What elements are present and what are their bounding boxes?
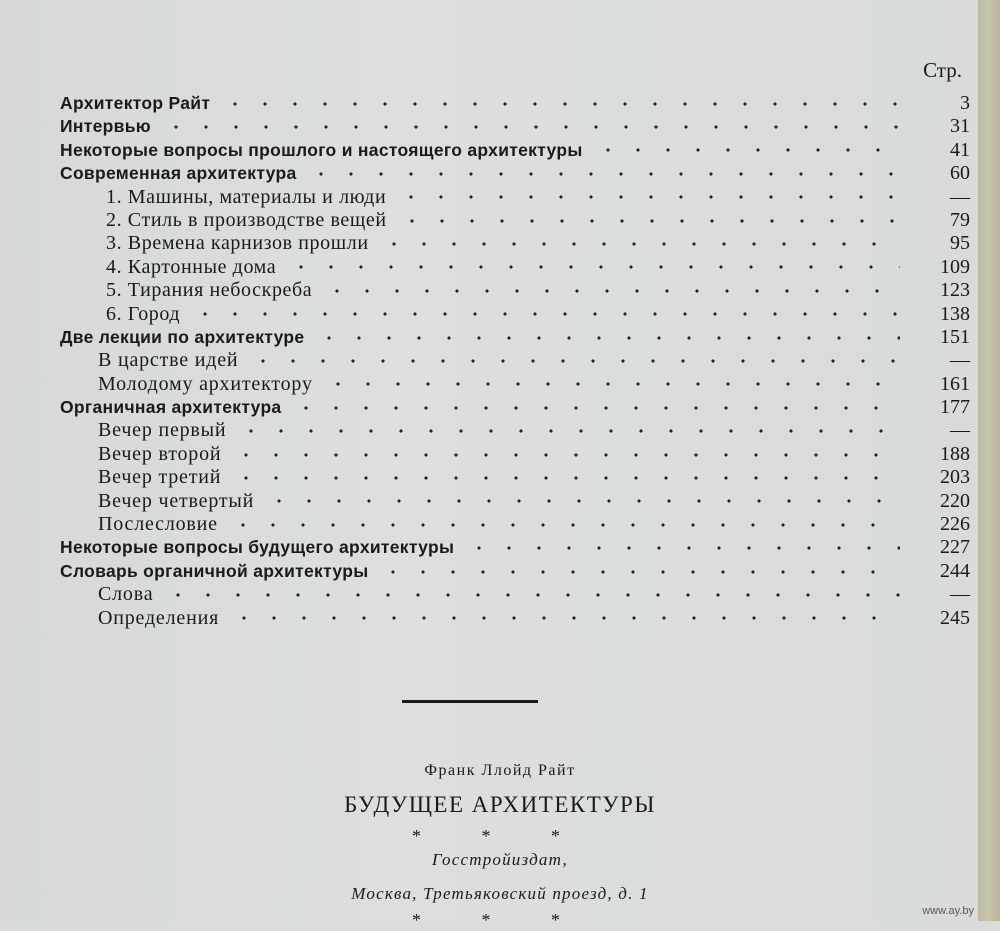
toc-entry [60, 490, 970, 513]
toc-entry-title: Вечер первый [60, 419, 230, 442]
toc-entry-title: Интервью [60, 115, 155, 138]
toc-dot-leader [286, 265, 900, 269]
toc-dot-leader [464, 546, 900, 550]
toc-entry [60, 466, 970, 489]
toc-entry [60, 115, 970, 138]
toc-dot-leader [190, 312, 900, 316]
toc-entry-page: 95 [910, 232, 970, 255]
toc-dot-leader [236, 429, 900, 433]
toc-entry-page: 161 [910, 373, 970, 396]
imprint-separator-bottom: * * * [200, 910, 800, 931]
toc-entry-page: 244 [910, 560, 970, 583]
imprint-author: Франк Ллойд Райт [200, 762, 800, 780]
toc-entry [60, 560, 970, 583]
toc-entry-title: Некоторые вопросы прошлого и настоящего архитектуры [60, 139, 587, 162]
toc-entry [60, 419, 970, 442]
toc-entry-title: Определения [60, 607, 223, 630]
toc-dot-leader [379, 242, 900, 246]
toc-entry-title: Вечер третий [60, 466, 225, 489]
toc-entry-title: 2. Стиль в производстве вещей [60, 209, 391, 232]
toc-dot-leader [323, 382, 900, 386]
toc-entry-page: — [910, 349, 970, 372]
toc-entry [60, 536, 970, 559]
toc-entry-title: Две лекции по архитектуре [60, 326, 308, 349]
toc-entry-title: Молодому архитектору [60, 373, 317, 396]
toc-entry [60, 349, 970, 372]
toc-entry [60, 92, 970, 115]
toc-entry-page: 177 [910, 396, 970, 419]
divider-rule [402, 700, 538, 703]
page-column-header: Стр. [900, 58, 962, 83]
toc-entry [60, 326, 970, 349]
toc-entry-page: — [910, 186, 970, 209]
toc-entry-title: Слова [60, 583, 157, 606]
toc-entry-page: 151 [910, 326, 970, 349]
imprint-publisher: Госстройиздат, [200, 850, 800, 870]
toc-dot-leader [378, 570, 900, 574]
toc-dot-leader [229, 616, 900, 620]
toc-entry-title: Органичная архитектура [60, 396, 285, 419]
toc-dot-leader [314, 336, 900, 340]
toc-entry-page: 226 [910, 513, 970, 536]
toc-entry [60, 396, 970, 419]
toc-entry-title: 1. Машины, материалы и люди [60, 186, 390, 209]
toc-entry-page: 41 [910, 139, 970, 162]
toc-entry-title: 5. Тирания небоскреба [60, 279, 316, 302]
toc-dot-leader [248, 359, 900, 363]
toc-dot-leader [264, 499, 900, 503]
toc-dot-leader [220, 102, 900, 106]
toc-entry-page: 220 [910, 490, 970, 513]
toc-dot-leader [397, 219, 900, 223]
toc-entry-title: Вечер второй [60, 443, 225, 466]
toc-entry-title: Современная архитектура [60, 162, 300, 185]
toc-entry-page: 203 [910, 466, 970, 489]
toc-entry [60, 279, 970, 302]
toc-entry [60, 162, 970, 185]
page-edge [978, 0, 1000, 921]
toc-dot-leader [396, 195, 900, 199]
toc-entry-title: Послесловие [60, 513, 222, 536]
toc-entry-page: 188 [910, 443, 970, 466]
toc-entry [60, 583, 970, 606]
toc-entry [60, 139, 970, 162]
watermark: www.ay.by [922, 905, 974, 917]
toc-dot-leader [228, 523, 900, 527]
toc-entry-page: 109 [910, 256, 970, 279]
toc-entry [60, 303, 970, 326]
toc-entry-title: 6. Город [60, 303, 184, 326]
toc-entry [60, 186, 970, 209]
toc-dot-leader [161, 125, 900, 129]
toc-entry-title: Архитектор Райт [60, 92, 214, 115]
imprint-address: Москва, Третьяковский проезд, д. 1 [200, 884, 800, 904]
toc-entry-page: 138 [910, 303, 970, 326]
toc-entry-title: Вечер четвертый [60, 490, 258, 513]
toc-entry-page: 3 [910, 92, 970, 115]
toc-entry-page: 123 [910, 279, 970, 302]
toc-entry [60, 256, 970, 279]
toc-dot-leader [163, 593, 900, 597]
toc-dot-leader [231, 453, 900, 457]
table-of-contents [60, 92, 970, 630]
toc-entry-page: — [910, 583, 970, 606]
toc-entry-title: 4. Картонные дома [60, 256, 280, 279]
toc-entry-title: Словарь органичной архитектуры [60, 560, 372, 583]
toc-dot-leader [231, 476, 900, 480]
imprint-separator: * * * [200, 826, 800, 847]
toc-entry-title: 3. Времена карнизов прошли [60, 232, 373, 255]
toc-entry-page: 60 [910, 162, 970, 185]
toc-entry [60, 513, 970, 536]
toc-entry-page: 245 [910, 607, 970, 630]
toc-entry [60, 443, 970, 466]
toc-dot-leader [593, 148, 900, 152]
toc-entry-title: Некоторые вопросы будущего архитектуры [60, 536, 458, 559]
toc-entry [60, 232, 970, 255]
toc-entry [60, 607, 970, 630]
toc-dot-leader [291, 406, 900, 410]
toc-dot-leader [306, 172, 900, 176]
toc-entry-page: — [910, 419, 970, 442]
toc-entry-page: 31 [910, 115, 970, 138]
toc-entry-title: В царстве идей [60, 349, 242, 372]
imprint-book-title: БУДУЩЕЕ АРХИТЕКТУРЫ [200, 792, 800, 818]
toc-entry-page: 79 [910, 209, 970, 232]
toc-dot-leader [322, 289, 900, 293]
toc-entry [60, 209, 970, 232]
toc-entry [60, 373, 970, 396]
toc-entry-page: 227 [910, 536, 970, 559]
